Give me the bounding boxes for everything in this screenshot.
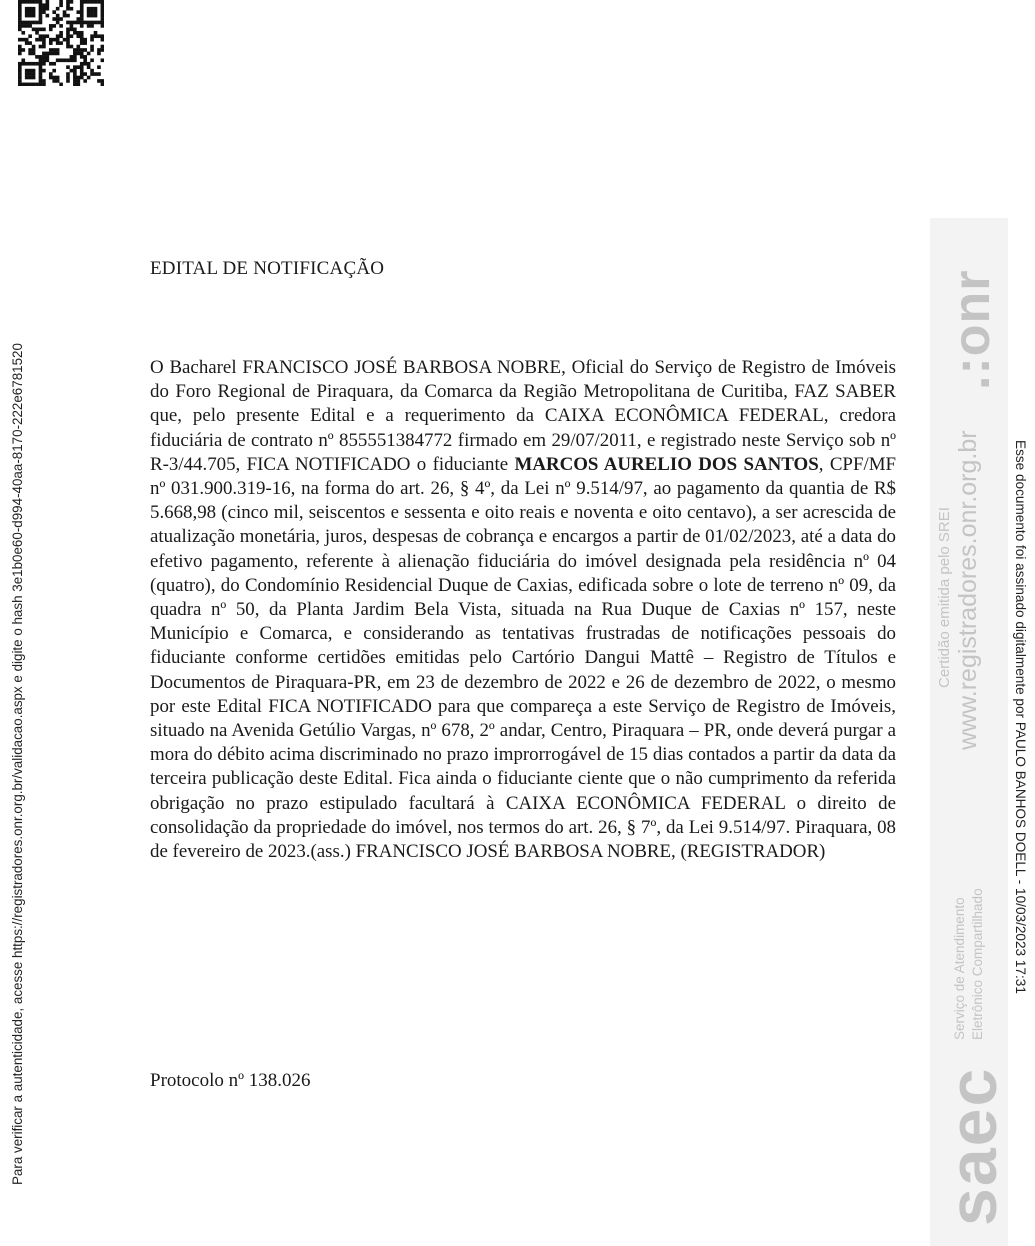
document-title: EDITAL DE NOTIFICAÇÃO: [150, 258, 385, 279]
certificate-sidebar: [930, 218, 1011, 1246]
digital-signature-note: Esse documento foi assinado digitalmente por PAULO BANHOS DOELL - 10/03/2023 17:31: [1013, 440, 1028, 994]
body-text-part1: O Bacharel FRANCISCO JOSÉ BARBOSA NOBRE, Oficial do Serviço de Registro de Imóveis do Foro Regional de Piraquara, da Comarca da Região Metropolitana de Curitiba, FAZ SABER que, pelo presente Edital e a requerimento da CAIXA ECONÔMICA FEDERAL, credora fiduciária de contrato nº 855551384772 firmado em 29/07/2011, e registrado neste Serviço sob nº R-3/44.705, FICA NOTIFICADO o fiduciante: [150, 357, 896, 475]
notified-name: MARCOS AURELIO DOS SANTOS: [514, 453, 819, 475]
protocol-number: Protocolo nº 138.026: [150, 1070, 311, 1091]
qr-code-icon: [18, 0, 104, 86]
onr-logo: .:onr: [943, 269, 1001, 390]
saec-description-line1: Serviço de Atendimento: [952, 897, 967, 1040]
body-text-part2: , CPF/MF nº 031.900.319-16, na forma do art. 26, § 4º, da Lei nº 9.514/97, ao pagamento da quantia de R$ 5.668,98 (cinco mil, seiscentos e sessenta e oito reais e noventa e oito centavo), a ser acrescida de atualização monetária, juros, despesas de cobrança e encargos a partir de 01/02/2023, até a data do efetivo pagamento, referente à alienação fiduciária do imóvel designada pela residência nº 04 (quatro), do Condomínio Residencial Duque de Caxias, edificada sobre o lote de terreno nº 09, da quadra nº 50, da Planta Jardim Bela Vista, situada na Rua Duque de Caxias nº 157, neste Município e Comarca, e considerando as tentativas frustradas de notificações pessoais do fiduciante conforme certidões emitidas pelo Cartório Dangui Mattê – Registro de Títulos e Documentos de Piraquara-PR, em 23 de dezembro de 2022 e 26 de dezembro de 2022, o mesmo por este Edital FICA NOTIFICADO para que compareça a este Serviço de Registro de Imóveis, situado na Avenida Getúlio Vargas, nº 678, 2º andar, Centro, Piraquara – PR, onde deverá purgar a mora do débito acima discriminado no prazo improrrogável de 15 dias contados a partir da data da terceira publicação deste Edital. Fica ainda o fiduciante ciente que o não cumprimento da referida obrigação no prazo estipulado facultará à CAIXA ECONÔMICA FEDERAL o direito de consolidação da propriedade do imóvel, nos termos do art. 26, § 7º, da Lei 9.514/97. Piraquara, 08 de fevereiro de 2023.(ass.) FRANCISCO JOSÉ BARBOSA NOBRE, (REGISTRADOR): [150, 453, 896, 863]
saec-logo: saec: [935, 1066, 1011, 1226]
edital-body: [150, 356, 896, 864]
authenticity-note: Para verificar a autenticidade, acesse https://registradores.onr.org.br/validacao.aspx e digite o hash 3e1b0e60-d994-40aa-8170-222e6781520: [10, 343, 25, 1185]
saec-description-line2: Eletrônico Compartilhado: [970, 888, 985, 1040]
registry-website: www.registradores.onr.org.br: [954, 430, 982, 750]
certificate-line: Certidão emitida pelo SREI: [936, 507, 953, 688]
